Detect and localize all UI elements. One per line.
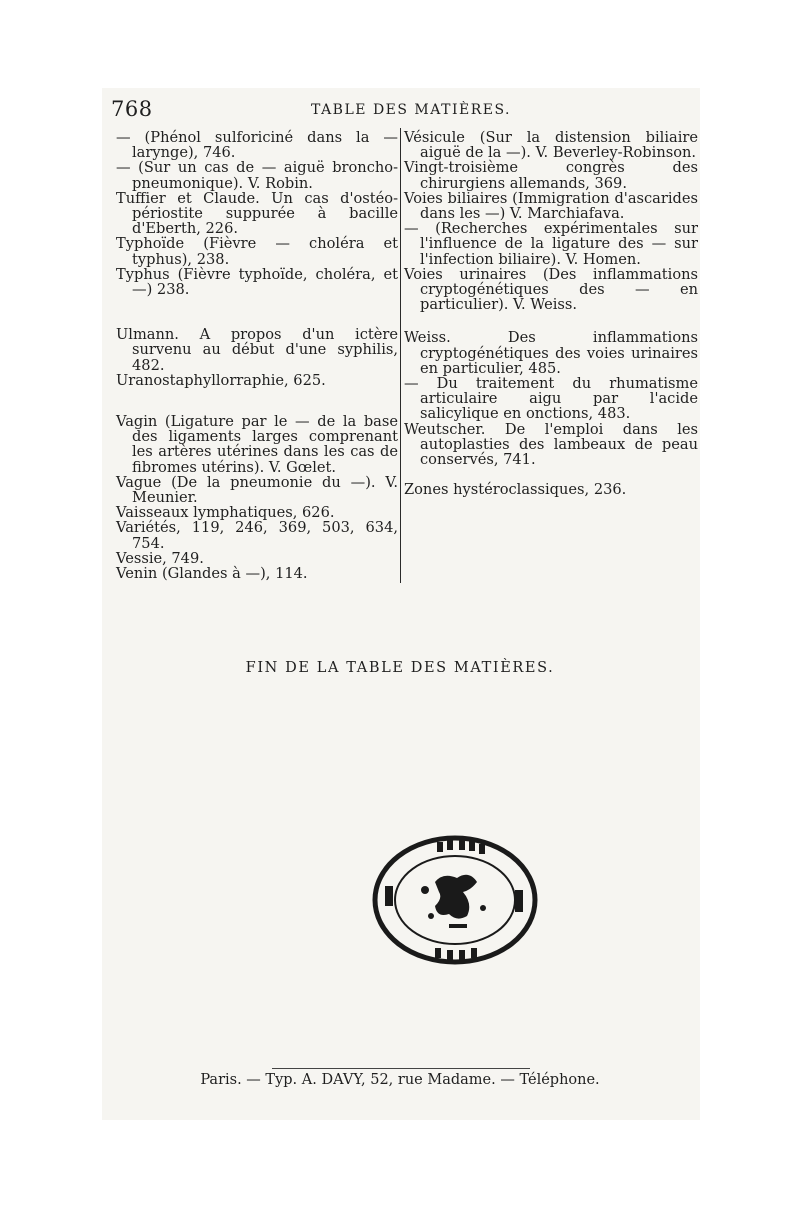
index-entry: Typhoïde (Fièvre — choléra et typhus), 238. (116, 235, 398, 268)
page-header (111, 97, 701, 123)
left-column (116, 130, 398, 581)
index-entry: Vagin (Ligature par le — de la base des ligaments larges comprenant les artères utérines dans les cas de fibromes utérins). V. Gœlet. (116, 413, 398, 476)
stamp-emblem (421, 875, 486, 928)
index-entry: Vaisseaux lymphatiques, 626. (116, 504, 335, 522)
index-entry: Weiss. Des inflammations cryptogénétiques des voies urinaires en particulier, 485. (404, 329, 698, 377)
right-column (404, 130, 698, 497)
index-entry: — Du traitement du rhumatisme articulaire aigu par l'acide salicylique en onctions, 483. (404, 375, 698, 423)
index-entry: Voies biliaires (Immigration d'ascarides dans les —) V. Marchiafava. (404, 189, 698, 223)
index-entry: Variétés, 119, 246, 369, 503, 634, 754. (116, 519, 398, 552)
spacer (404, 467, 698, 482)
column-divider (400, 128, 401, 583)
index-entry: Vésicule (Sur la distension biliaire aiguë de la —). V. Beverley-Robinson. (404, 129, 698, 162)
index-entry: — (Sur un cas de — aiguë broncho-pneumonique). V. Robin. (116, 159, 398, 192)
index-entry: Zones hystéroclassiques, 236. (404, 481, 627, 499)
index-entry: Typhus (Fièvre typhoïde, choléra, et —) 238. (116, 265, 398, 299)
library-stamp (365, 820, 545, 980)
index-entry: — (Phénol sulforiciné dans la — larynge), 746. (116, 129, 398, 162)
footer-rule (272, 1068, 530, 1069)
index-entry: Vague (De la pneumonie du —). V. Meunier. (116, 473, 398, 507)
spacer (116, 388, 398, 414)
index-entry: Tuffier et Claude. Un cas d'ostéo-périostite suppurée à bacille d'Eberth, 226. (116, 189, 398, 238)
index-entry: Weutscher. De l'emploi dans les autoplasties des lambeaux de peau conservés, 741. (404, 420, 698, 469)
index-entry: Uranostaphyllorraphie, 625. (116, 371, 326, 389)
index-entry: — (Recherches expérimentales sur l'influence de la ligature des — sur l'infection biliaire). V. Homen. (404, 220, 698, 268)
spacer (404, 312, 698, 330)
index-entry: Ulmann. A propos d'un ictère survenu au début d'une syphilis, 482. (116, 326, 398, 374)
index-entry: Voies urinaires (Des inflammations cryptogénétiques des — en particulier). V. Weiss. (404, 265, 698, 314)
index-entry: Vessie, 749. (116, 549, 204, 567)
running-title: TABLE DES MATIÈRES. (311, 102, 511, 118)
end-of-index-line: FIN DE LA TABLE DES MATIÈRES. (245, 660, 555, 676)
page-number: 768 (111, 97, 153, 121)
index-entry: Venin (Glandes à —), 114. (116, 565, 308, 583)
printer-imprint: Paris. — Typ. A. DAVY, 52, rue Madame. — Téléphone. (200, 1072, 600, 1088)
index-entry: Vingt-troisième congrès des chirurgiens allemands, 369. (404, 159, 698, 192)
spacer (116, 297, 398, 327)
